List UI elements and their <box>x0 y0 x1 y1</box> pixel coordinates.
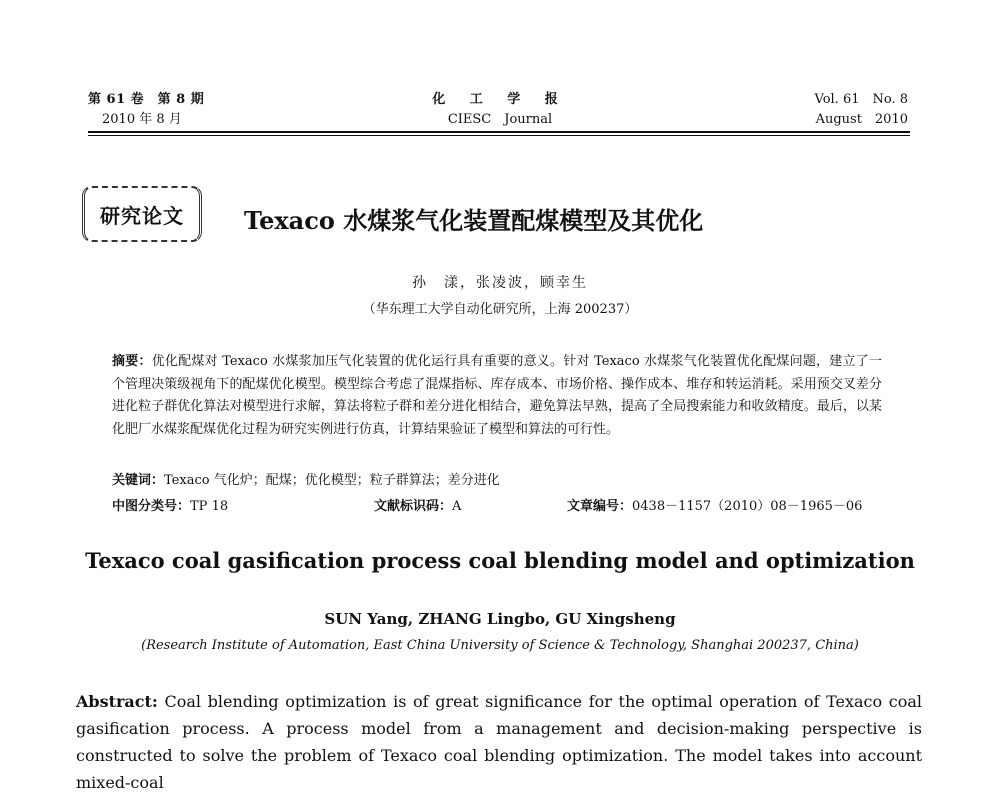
abstract-en-label: Abstract: <box>76 692 158 711</box>
affiliation-cn: （华东理工大学自动化研究所，上海 200237） <box>362 302 638 317</box>
abstract-cn <box>112 351 882 441</box>
keywords-label: 关键词： <box>112 473 165 488</box>
affiliation-en: (Research Institute of Automation, East China University of Science & Technology, Shanghai 200237, China) <box>141 638 859 653</box>
article-number: 文章编号：0438－1157（2010）08－1965－06 <box>567 499 863 514</box>
volume-issue: 第 61 卷 第 8 期 <box>88 92 205 107</box>
section-badge-label: 研究论文 <box>100 203 184 228</box>
keywords-cn <box>112 471 500 491</box>
abstract-en <box>76 688 922 796</box>
abstract-cn-label: 摘要： <box>112 354 152 369</box>
journal-name-en: CIESC Journal <box>447 112 553 127</box>
journal-name-cn: 化 工 学 报 <box>432 92 568 107</box>
paper-title-en: Texaco coal gasification process coal blending model and optimization <box>85 548 915 573</box>
authors-cn: 孙 漾，张凌波，顾幸生 <box>412 275 588 291</box>
clc-number: 中图分类号：TP 18 <box>112 499 229 514</box>
abstract-en-text: Coal blending optimization is of great significance for the optimal operation of Texaco coal gasification process. A process model from a management and decision-making perspective is constructed to solve the problem of Texaco coal blending optimization. The model takes into account mixed-coal <box>76 692 922 792</box>
paper-title-cn: Texaco 水煤浆气化装置配煤模型及其优化 <box>244 206 704 235</box>
abstract-cn-text: 优化配煤对 Texaco 水煤浆加压气化装置的优化运行具有重要的意义。针对 Texaco 水煤浆气化装置优化配煤问题，建立了一个管理决策级视角下的配煤优化模型。模型综合考虑了混煤指标、库存成本、市场价格、操作成本、堆存和转运消耗。采用预交叉差分进化粒子群优化算法对模型进行求解，算法将粒子群和差分进化相结合，避免算法早熟，提高了全局搜索能力和收敛精度。最后，以某化肥厂水煤浆配煤优化过程为研究实例进行仿真，计算结果验证了模型和算法的可行性。 <box>112 354 882 437</box>
classification-row <box>112 497 882 517</box>
issue-date: 2010 年 8 月 <box>102 112 182 127</box>
section-badge <box>82 186 202 242</box>
document-code: 文献标识码：A <box>374 499 462 514</box>
authors-en: SUN Yang, ZHANG Lingbo, GU Xingsheng <box>324 610 676 628</box>
header-rule-thick <box>88 131 910 133</box>
keywords-text: Texaco 气化炉；配煤；优化模型；粒子群算法；差分进化 <box>164 473 500 488</box>
volume-issue-en: Vol. 61 No. 8 <box>814 92 908 107</box>
header-rule-thin <box>88 135 910 136</box>
journal-volume-info-en <box>815 90 909 130</box>
issue-date-en: August 2010 <box>815 112 908 127</box>
